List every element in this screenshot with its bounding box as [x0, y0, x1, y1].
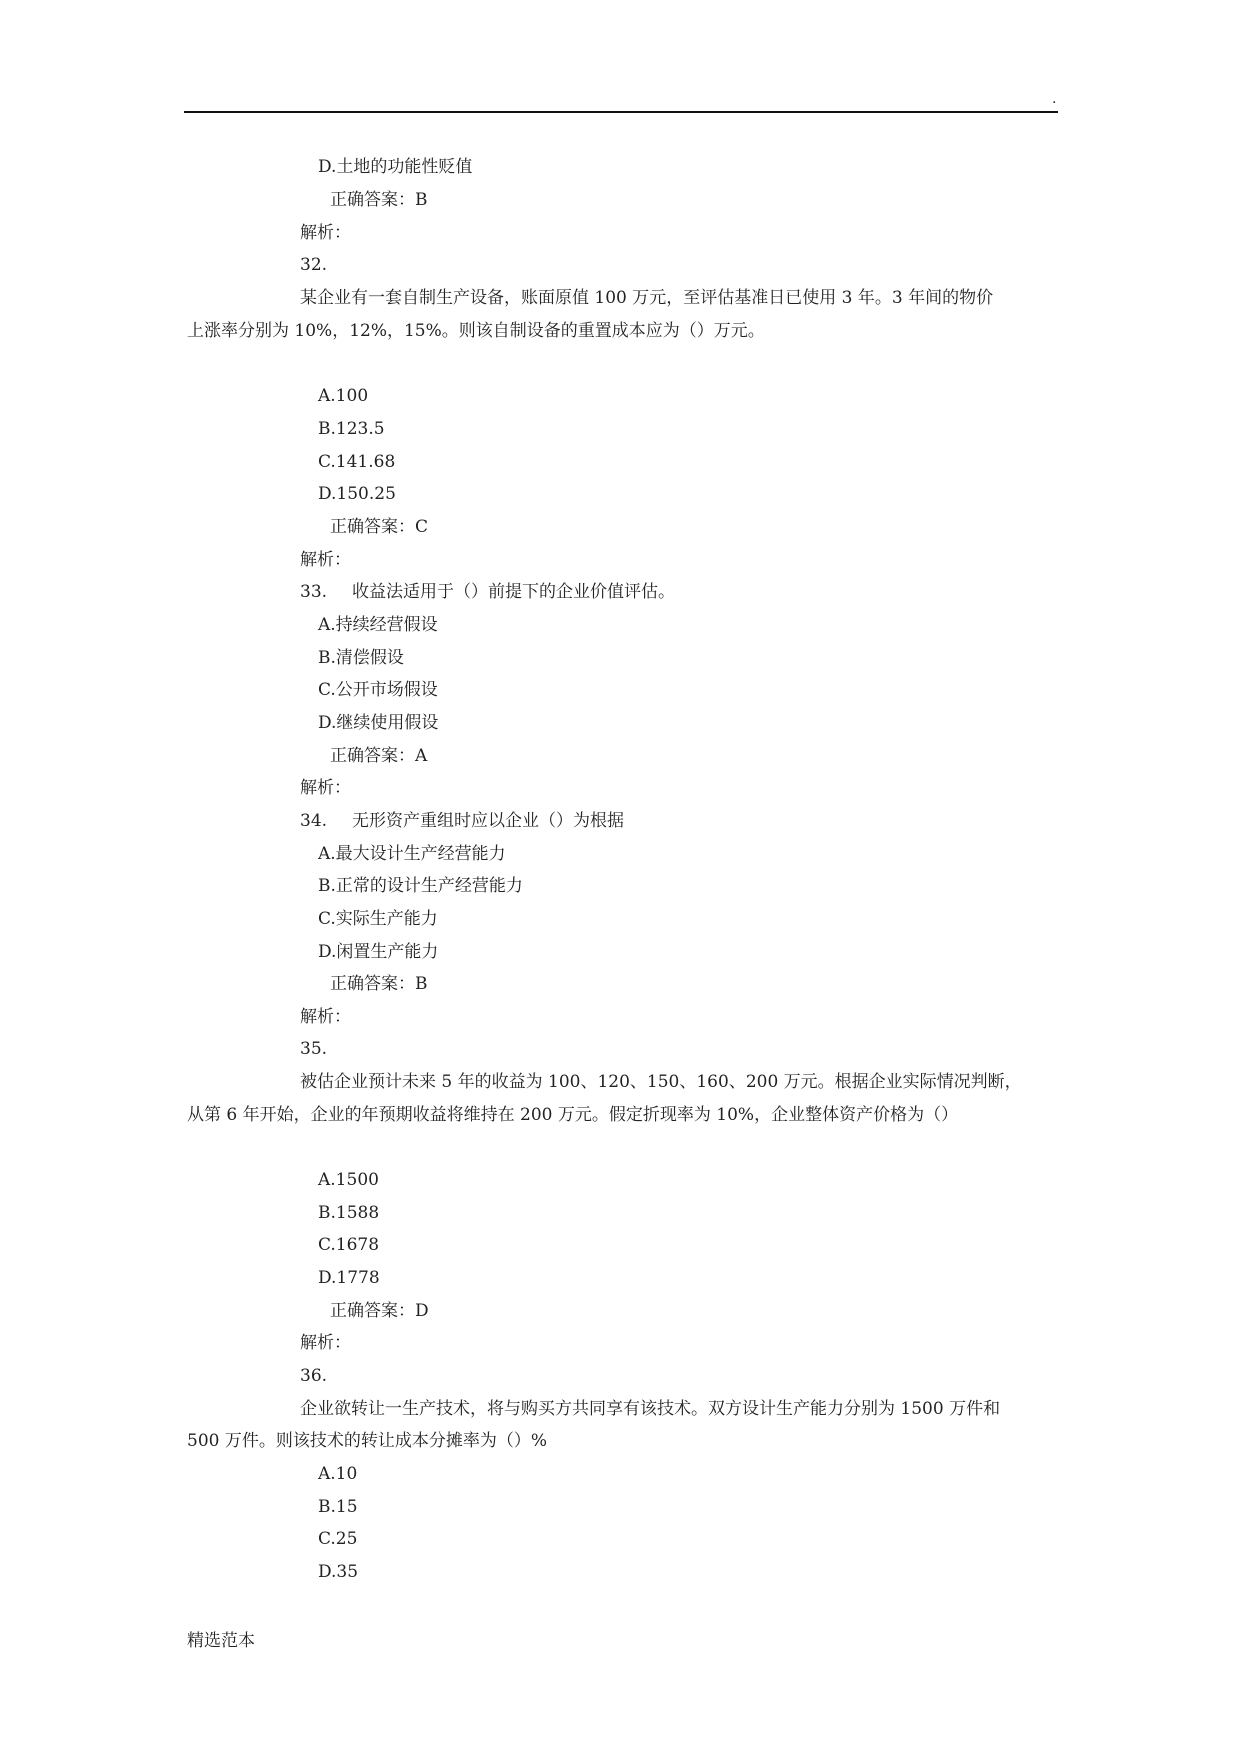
q33-answer: 正确答案：A: [330, 746, 428, 766]
q36-option-c: C.25: [318, 1529, 358, 1549]
q32-analysis-label: 解析：: [300, 550, 351, 570]
q34-option-a: A.最大设计生产经营能力: [318, 844, 506, 864]
q35-option-b: B.1588: [318, 1203, 380, 1223]
q36-stem-line1: 企业欲转让一生产技术，将与购买方共同享有该技术。双方设计生产能力分别为 1500 万件和: [300, 1399, 1001, 1419]
q33-analysis-label: 解析：: [300, 778, 351, 798]
q35-option-d: D.1778: [318, 1268, 380, 1288]
q34-stem: 无形资产重组时应以企业（）为根据: [352, 811, 624, 831]
q31-analysis-label: 解析：: [300, 223, 351, 243]
q33-number: 33.: [300, 582, 328, 602]
q34-option-d: D.闲置生产能力: [318, 942, 439, 962]
q32-option-b: B.123.5: [318, 419, 385, 439]
q35-number: 35.: [300, 1039, 328, 1059]
q36-option-b: B.15: [318, 1497, 358, 1517]
header-rule: [184, 111, 1058, 113]
q34-answer: 正确答案：B: [330, 974, 428, 994]
q31-option-d: D.土地的功能性贬值: [318, 157, 473, 177]
q33-option-d: D.继续使用假设: [318, 713, 439, 733]
q33-stem: 收益法适用于（）前提下的企业价值评估。: [352, 582, 675, 602]
q36-option-d: D.35: [318, 1562, 359, 1582]
q32-option-a: A.100: [318, 386, 369, 406]
header-dot: .: [1052, 91, 1057, 107]
q35-stem-line2: 从第 6 年开始，企业的年预期收益将维持在 200 万元。假定折现率为 10%，企业整体资产价格为（）: [187, 1105, 959, 1125]
q34-analysis-label: 解析：: [300, 1007, 351, 1027]
q33-option-c: C.公开市场假设: [318, 680, 438, 700]
q32-number: 32.: [300, 255, 328, 275]
q32-stem-line2: 上涨率分别为 10%，12%，15%。则该自制设备的重置成本应为（）万元。: [187, 321, 765, 341]
q34-option-b: B.正常的设计生产经营能力: [318, 876, 523, 896]
q32-option-d: D.150.25: [318, 484, 396, 504]
q36-stem-line2: 500 万件。则该技术的转让成本分摊率为（）%: [187, 1431, 548, 1451]
page-footer: 精选范本: [187, 1631, 255, 1651]
q32-stem-line1: 某企业有一套自制生产设备，账面原值 100 万元，至评估基准日已使用 3 年。3 年间的物价: [300, 288, 994, 308]
q31-answer: 正确答案：B: [330, 190, 428, 210]
q35-answer: 正确答案：D: [330, 1301, 429, 1321]
q36-option-a: A.10: [318, 1464, 358, 1484]
q35-analysis-label: 解析：: [300, 1333, 351, 1353]
q32-option-c: C.141.68: [318, 452, 396, 472]
q33-option-b: B.清偿假设: [318, 648, 404, 668]
q34-number: 34.: [300, 811, 328, 831]
q33-option-a: A.持续经营假设: [318, 615, 438, 635]
q36-number: 36.: [300, 1366, 328, 1386]
q34-option-c: C.实际生产能力: [318, 909, 438, 929]
q32-answer: 正确答案：C: [330, 517, 429, 537]
q35-stem-line1: 被估企业预计未来 5 年的收益为 100、120、150、160、200 万元。根据企业实际情况判断，: [300, 1072, 1022, 1092]
q35-option-a: A.1500: [318, 1170, 379, 1190]
q35-option-c: C.1678: [318, 1235, 380, 1255]
